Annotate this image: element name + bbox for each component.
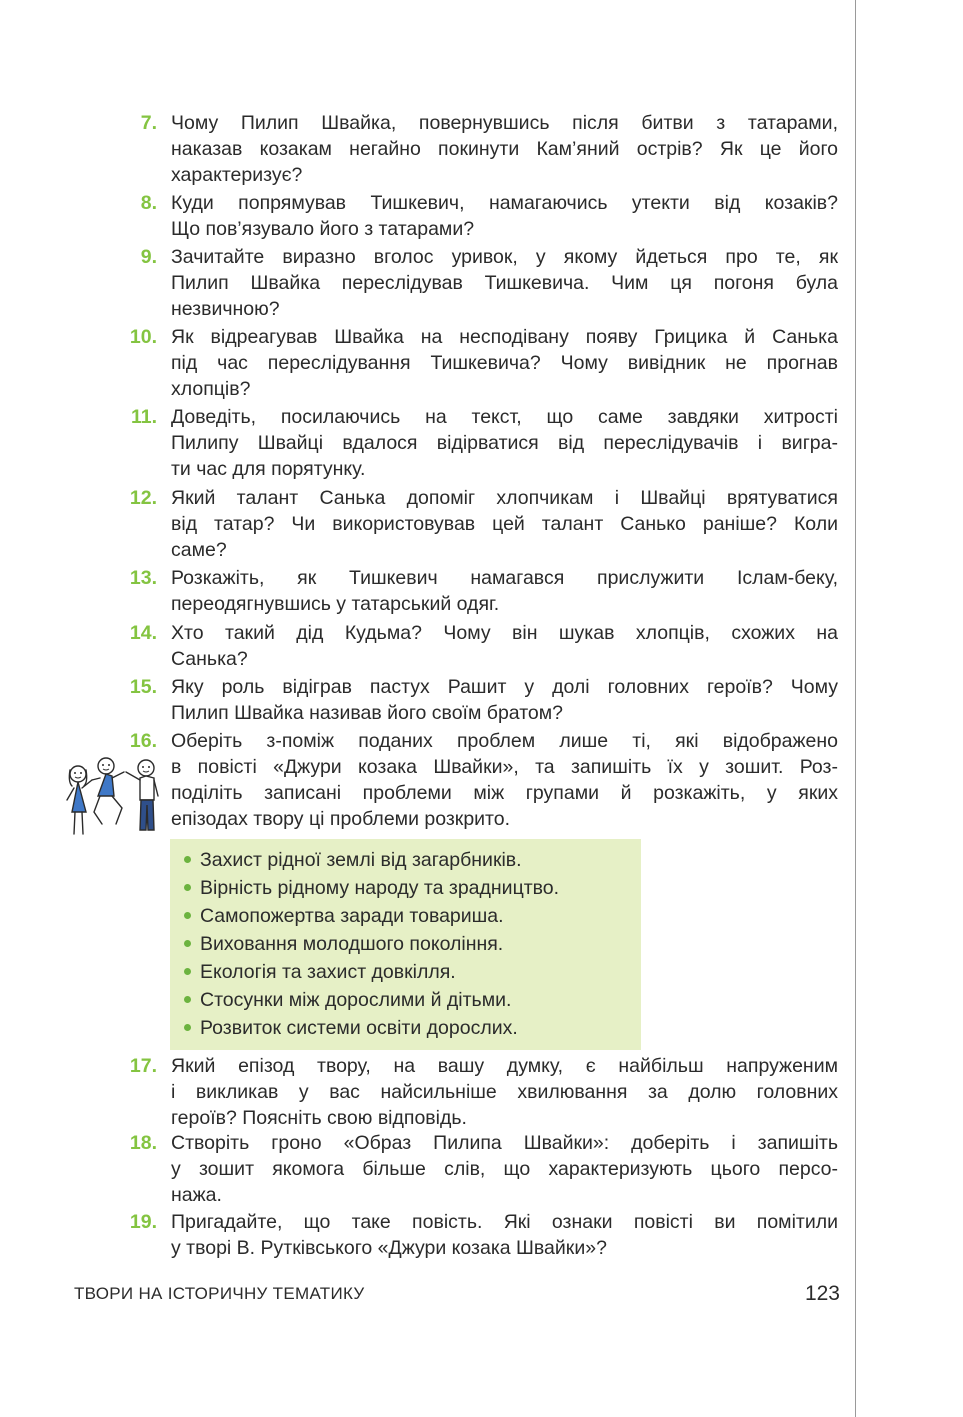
bullet-icon [184, 968, 191, 975]
text-line: ти час для порятунку. [171, 458, 366, 480]
text-line: Який епізод твору, на вашу думку, є найбільш напруженим [171, 1055, 838, 1077]
bullet-icon [184, 856, 191, 863]
text-line: Куди попрямував Тишкевич, намагаючись утекти від козаків? [171, 192, 838, 214]
text-line: хлопців? [171, 378, 251, 400]
text-line: поділіть записані проблеми між групами й розкажіть, у яких [171, 782, 838, 804]
question-text [171, 674, 838, 726]
bullet-icon [184, 940, 191, 947]
running-footer-title: ТВОРИ НА ІСТОРИЧНУ ТЕМАТИКУ [74, 1284, 365, 1303]
question-number: 13. [129, 567, 157, 589]
question-text [171, 110, 838, 188]
problem-item [184, 958, 456, 986]
text-line: у зошит якомога більше слів, що характеризують цього персо- [171, 1158, 838, 1180]
question-number: 17. [129, 1055, 157, 1077]
text-line: епізодах твору ці проблеми розкрито. [171, 808, 511, 830]
question-text [171, 190, 838, 242]
text-line: героїв? Поясніть свою відповідь. [171, 1107, 467, 1129]
question-number: 8. [140, 192, 157, 214]
page-number: 123 [804, 1282, 840, 1305]
problem-text: Виховання молодшого покоління. [200, 933, 504, 955]
problem-text: Вірність рідному народу та зрадництво. [200, 877, 560, 899]
question-text [171, 565, 838, 617]
text-line: під час переслідування Тишкевича? Чому вивідник не прогнав [171, 352, 838, 374]
question-text [171, 1053, 838, 1131]
problem-item [184, 986, 511, 1014]
text-line: Пилип Швайка переслідував Тишкевича. Чим ця погоня була [171, 272, 838, 294]
question-number: 15. [129, 676, 157, 698]
question-number: 11. [130, 406, 157, 428]
question-text [171, 728, 838, 832]
text-line: Чому Пилип Швайка, повернувшись після битви з татарами, [171, 112, 838, 134]
text-line: Пригадайте, що таке повість. Які ознаки повісті ви помітили [171, 1211, 838, 1233]
text-line: Пилип Швайка називав його своїм братом? [171, 702, 564, 724]
question-number: 7. [140, 112, 157, 134]
text-line: в повісті «Джури козака Швайки», та запишіть їх у зошит. Роз- [171, 756, 838, 778]
problem-text: Екологія та захист довкілля. [200, 961, 456, 983]
text-line: Як відреагував Швайка на несподівану появу Грицика й Санька [171, 326, 838, 348]
text-line: незвичною? [171, 298, 280, 320]
problem-text: Захист рідної землі від загарбників. [200, 849, 522, 871]
text-line: Розкажіть, як Тишкевич намагався прислужити Іслам-беку, [171, 567, 838, 589]
question-text [171, 1130, 838, 1208]
text-line: у творі В. Рутківського «Джури козака Швайки»? [171, 1237, 607, 1259]
text-line: Який талант Санька допоміг хлопчикам і Швайці врятуватися [171, 487, 838, 509]
question-text [171, 404, 838, 482]
question-text [171, 244, 838, 322]
problem-item [184, 902, 504, 930]
text-line: Зачитайте виразно вголос уривок, у якому йдеться про те, як [171, 246, 838, 268]
text-line: Доведіть, посилаючись на текст, що саме завдяки хитрості [171, 406, 838, 428]
text-line: Пилипу Швайці вдалося відірватися від переслідувачів і вигра- [171, 432, 838, 454]
question-number: 12. [129, 487, 157, 509]
text-line: переодягнувшись у татарський одяг. [171, 593, 500, 615]
text-line: нажа. [171, 1184, 222, 1206]
bullet-icon [184, 1024, 191, 1031]
question-text [171, 485, 838, 563]
bullet-icon [184, 912, 191, 919]
text-line: саме? [171, 539, 227, 561]
problem-text: Самопожертва заради товариша. [200, 905, 504, 927]
question-text [171, 1209, 838, 1261]
question-number: 19. [129, 1211, 157, 1233]
question-number: 9. [140, 246, 157, 268]
text-line: від татар? Чи використовував цей талант Санько раніше? Коли [171, 513, 838, 535]
question-number: 14. [129, 622, 157, 644]
problem-item [184, 1014, 518, 1042]
problem-item [184, 846, 522, 874]
problem-item [184, 874, 559, 902]
bullet-icon [184, 996, 191, 1003]
group-work-kids-icon [62, 750, 166, 842]
bullet-icon [184, 884, 191, 891]
problem-text: Стосунки між дорослими й дітьми. [200, 989, 512, 1011]
text-line: Оберіть з-поміж поданих проблем лише ті, які відображено [171, 730, 838, 752]
text-line: характеризує? [171, 164, 303, 186]
problem-text: Розвиток системи освіти дорослих. [200, 1017, 518, 1039]
text-line: Яку роль відіграв пастух Рашит у долі головних героїв? Чому [171, 676, 838, 698]
text-line: наказав козакам негайно покинути Кам’яний острів? Як це його [171, 138, 838, 160]
question-text [171, 324, 838, 402]
question-number: 18. [129, 1132, 157, 1154]
question-number: 16. [129, 730, 157, 752]
text-line: Санька? [171, 648, 248, 670]
text-line: Хто такий дід Кудьма? Чому він шукав хлопців, схожих на [171, 622, 838, 644]
question-text [171, 620, 838, 672]
text-line: і викликав у вас найсильніше хвилювання за долю головних [171, 1081, 838, 1103]
text-line: Створіть гроно «Образ Пилипа Швайки»: доберіть і запишіть [171, 1132, 838, 1154]
question-number: 10. [129, 326, 157, 348]
text-line: Що пов’язувало його з татарами? [171, 218, 475, 240]
problems-list-box [170, 839, 641, 1050]
problem-item [184, 930, 503, 958]
